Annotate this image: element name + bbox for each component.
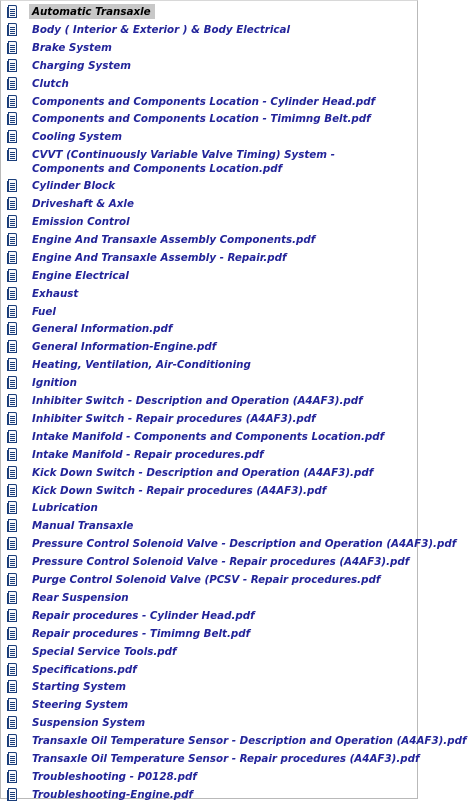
document-icon (7, 269, 19, 284)
tree-item-label: Charging System (32, 59, 131, 72)
tree-item-label: Special Service Tools.pdf (32, 645, 177, 658)
tree-item-label: Fuel (32, 305, 56, 318)
document-icon (7, 358, 19, 373)
tree-item[interactable] (4, 751, 420, 768)
document-icon (7, 233, 19, 248)
tree-item[interactable] (4, 250, 413, 267)
document-icon (7, 609, 19, 624)
tree-item-label: Heating, Ventilation, Air-Conditioning (32, 359, 251, 372)
tree-item[interactable] (4, 429, 413, 446)
tree-item-label: Exhaust (32, 287, 79, 300)
tree-item-label: Pressure Control Solenoid Valve - Repair procedures (A4AF3).pdf (32, 556, 410, 569)
tree-item-label: Purge Control Solenoid Valve (PCSV - Repair procedures.pdf (32, 574, 381, 586)
tree-item[interactable] (4, 715, 413, 732)
tree-item[interactable] (4, 733, 467, 750)
document-icon (7, 148, 19, 163)
tree-item[interactable] (4, 147, 413, 178)
document-icon (7, 680, 19, 695)
document-icon (7, 519, 19, 534)
document-icon (7, 112, 19, 127)
tree-item-label: Troubleshooting - P0128.pdf (32, 770, 197, 783)
document-icon (7, 340, 19, 355)
document-icon (7, 287, 19, 302)
tree-item-label: Components and Components Location - Cylinder Head.pdf (32, 95, 376, 108)
tree-item-label: Specifications.pdf (32, 663, 137, 676)
tree-item[interactable] (4, 321, 413, 338)
tree-item-label: Inhibiter Switch - Repair procedures (A4AF3).pdf (32, 412, 316, 425)
document-icon (7, 788, 19, 803)
tree-item[interactable] (4, 76, 413, 93)
tree-item[interactable] (4, 518, 413, 535)
tree-item[interactable] (4, 393, 413, 410)
tree-item-label: Engine And Transaxle Assembly Components.pdf (32, 233, 316, 246)
document-icon (7, 412, 19, 427)
document-icon (7, 77, 19, 92)
tree-item-label: Transaxle Oil Temperature Sensor - Repair procedures (A4AF3).pdf (32, 753, 420, 765)
tree-item-label: Starting System (32, 681, 126, 694)
document-icon (7, 698, 19, 713)
tree-item[interactable] (4, 447, 413, 464)
tree-item[interactable] (4, 769, 413, 786)
document-icon (7, 322, 19, 337)
tree-item-label: Components and Components Location - Timimng Belt.pdf (32, 113, 371, 126)
tree-item-label: Emission Control (32, 216, 130, 228)
tree-item-label: Driveshaft & Axle (32, 198, 134, 211)
tree-item-label: Brake System (32, 41, 112, 54)
tree-item-label: Intake Manifold - Components and Components Location.pdf (32, 430, 385, 443)
document-icon (7, 663, 19, 678)
tree-item[interactable] (4, 286, 413, 303)
tree-item[interactable] (4, 339, 413, 356)
tree-item[interactable] (4, 662, 413, 679)
document-icon (7, 394, 19, 409)
tree-item[interactable] (4, 554, 413, 571)
document-icon (7, 573, 19, 588)
document-icon (7, 251, 19, 266)
tree-item[interactable] (4, 697, 413, 714)
tree-item-label: Body ( Interior & Exterior ) & Body Electrical (32, 23, 290, 36)
tree-item[interactable] (4, 411, 413, 428)
tree-item-label: Steering System (32, 699, 129, 712)
document-icon (7, 484, 19, 499)
tree-item[interactable] (4, 304, 413, 321)
tree-item[interactable] (4, 4, 413, 21)
tree-item-label: General Information-Engine.pdf (32, 341, 217, 354)
tree-item-label: Engine And Transaxle Assembly - Repair.pdf (32, 251, 287, 264)
tree-item[interactable] (4, 357, 413, 374)
document-icon (7, 197, 19, 212)
tree-item[interactable] (4, 590, 413, 607)
tree-item[interactable] (4, 232, 413, 249)
document-icon (7, 555, 19, 570)
document-icon (7, 5, 19, 20)
tree-item[interactable] (4, 214, 413, 231)
document-icon (7, 716, 19, 731)
tree-item[interactable] (4, 608, 413, 625)
tree-item-label: General Information.pdf (32, 323, 173, 336)
document-icon (7, 537, 19, 552)
document-icon (7, 179, 19, 194)
document-icon (7, 95, 19, 110)
tree-item-label: CVVT (Continuously Variable Valve Timing) System - Components and Components Location.pdf (32, 149, 335, 176)
tree-item-label: Ignition (32, 377, 77, 390)
tree-item[interactable] (4, 196, 413, 213)
tree-item-label: Repair procedures - Cylinder Head.pdf (32, 609, 255, 622)
tree-item[interactable] (4, 129, 413, 146)
tree-item-label: Transaxle Oil Temperature Sensor - Description and Operation (A4AF3).pdf (32, 735, 467, 748)
document-icon (7, 23, 19, 38)
tree-item[interactable] (4, 500, 413, 517)
tree-item[interactable] (4, 787, 413, 804)
tree-item[interactable] (4, 572, 413, 589)
tree-item-label: Kick Down Switch - Repair procedures (A4AF3).pdf (32, 484, 327, 497)
tree-item[interactable] (4, 94, 413, 111)
tree-item-label: Suspension System (32, 717, 146, 730)
tree-item-label: Automatic Transaxle (29, 4, 155, 19)
tree-item-label: Lubrication (32, 502, 98, 515)
document-icon (7, 376, 19, 391)
document-icon (7, 627, 19, 642)
document-icon (7, 591, 19, 606)
document-icon (7, 752, 19, 767)
tree-item[interactable] (4, 483, 413, 500)
document-icon (7, 501, 19, 516)
tree-item-label: Engine Electrical (32, 269, 129, 282)
document-icon (7, 59, 19, 74)
tree-item[interactable] (4, 644, 413, 661)
document-icon (7, 130, 19, 145)
tree-item[interactable] (4, 40, 413, 57)
tree-item[interactable] (4, 679, 413, 696)
tree-item[interactable] (4, 268, 413, 285)
document-icon (7, 734, 19, 749)
document-icon (7, 215, 19, 230)
tree-item[interactable] (4, 465, 413, 482)
tree-item[interactable] (4, 536, 457, 553)
tree-item-label: Clutch (32, 77, 69, 90)
document-icon (7, 305, 19, 320)
tree-item-label: Intake Manifold - Repair procedures.pdf (32, 448, 264, 461)
tree-item[interactable] (4, 111, 413, 128)
tree-item-label: Repair procedures - Timimng Belt.pdf (32, 627, 251, 640)
tree-item[interactable] (4, 626, 413, 643)
tree-item[interactable] (4, 375, 413, 392)
document-icon (7, 466, 19, 481)
tree-item-label: Inhibiter Switch - Description and Operation (A4AF3).pdf (32, 395, 363, 407)
tree-item-label: Kick Down Switch - Description and Operation (A4AF3).pdf (32, 466, 374, 479)
tree-item-label: Manual Transaxle (32, 520, 134, 533)
tree-item[interactable] (4, 58, 413, 75)
tree-item-label: Rear Suspension (32, 591, 129, 604)
tree-item-label: Cylinder Block (32, 180, 116, 193)
tree-item[interactable] (4, 22, 413, 39)
tree-item-label: Troubleshooting-Engine.pdf (32, 788, 194, 801)
document-icon (7, 448, 19, 463)
tree-item-label: Pressure Control Solenoid Valve - Description and Operation (A4AF3).pdf (32, 538, 457, 551)
tree-item-label: Cooling System (32, 131, 122, 144)
document-icon (7, 41, 19, 56)
document-icon (7, 430, 19, 445)
document-icon (7, 645, 19, 660)
tree-item[interactable] (4, 178, 413, 195)
document-icon (7, 770, 19, 785)
